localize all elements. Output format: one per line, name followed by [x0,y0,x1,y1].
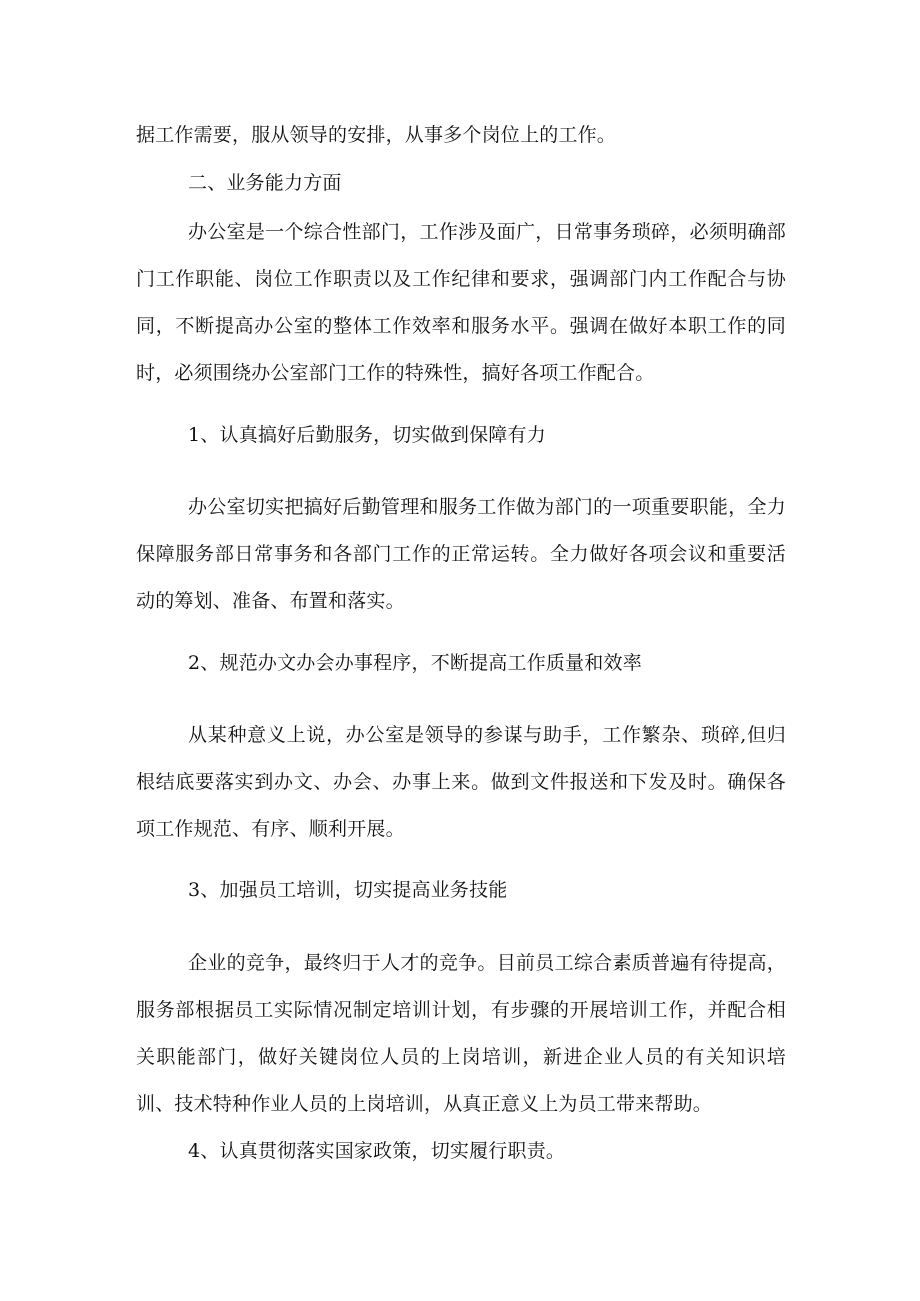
item-2-body: 从某种意义上说，办公室是领导的参谋与助手，工作繁杂、琐碎,但归根结底要落实到办文、办会、办事上来。做到文件报送和下发及时。确保各项工作规范、有序、顺利开展。 [136,724,786,840]
item-4-heading: 4、认真贯彻落实国家政策，切实履行职责。 [188,1140,566,1162]
continuation-paragraph: 据工作需要，服从领导的安排，从事多个岗位上的工作。 [136,124,617,146]
section-title: 二、业务能力方面 [188,172,342,194]
item-3-heading: 3、加强员工培训，切实提高业务技能 [188,879,508,901]
item-1-heading: 1、认真搞好后勤服务，切实做到保障有力 [188,424,546,446]
intro-paragraph: 办公室是一个综合性部门，工作涉及面广，日常事务琐碎，必须明确部门工作职能、岗位工作职责以及工作纪律和要求，强调部门内工作配合与协同，不断提高办公室的整体工作效率和服务水平。强调在做好本职工作的同时，必须围绕办公室部门工作的特殊性，搞好各项工作配合。 [136,221,786,384]
item-1-body: 办公室切实把搞好后勤管理和服务工作做为部门的一项重要职能，全力保障服务部日常事务和各部门工作的正常运转。全力做好各项会议和重要活动的筹划、准备、布置和落实。 [136,496,786,612]
item-3-body: 企业的竞争，最终归于人才的竞争。目前员工综合素质普遍有待提高，服务部根据员工实际情况制定培训计划，有步骤的开展培训工作，并配合相关职能部门，做好关键岗位人员的上岗培训，新进企业人员的有关知识培训、技术特种作业人员的上岗培训，从真正意义上为员工带来帮助。 [136,952,786,1115]
item-2-heading: 2、规范办文办会办事程序，不断提高工作质量和效率 [188,652,642,674]
